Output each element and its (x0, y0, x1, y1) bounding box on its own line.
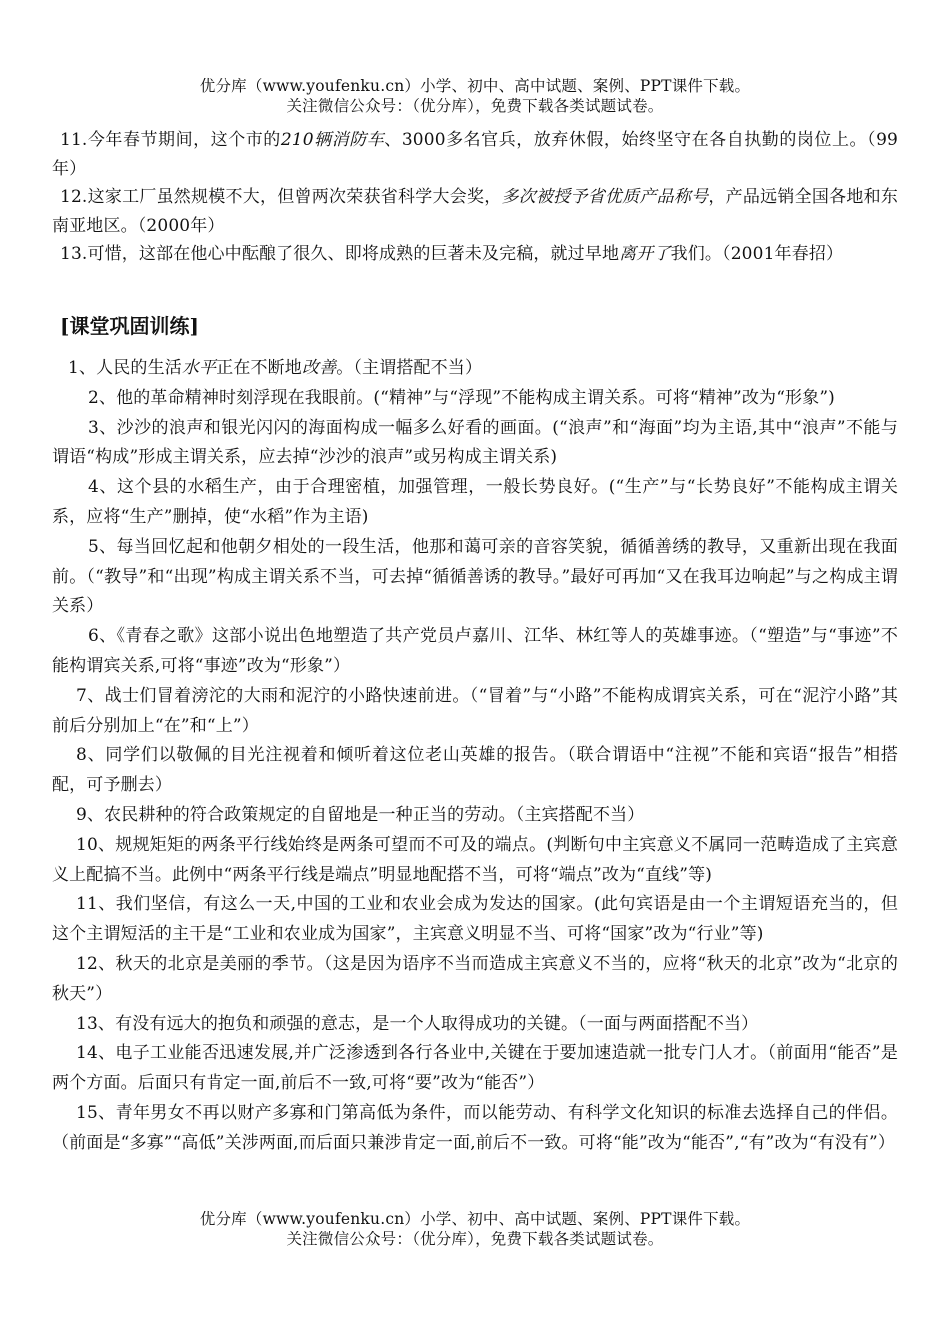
training-item-text: 3、沙沙的浪声和银光闪闪的海面构成一幅多么好看的画面。(“浪声”和“海面”均为主语,其中“浪声”不能与谓语“构成”形成主谓关系，应去掉“沙沙的浪声”或另构成主谓关系) (52, 417, 898, 468)
exercise-text: 11.今年春节期间，这个市的 (60, 130, 281, 150)
header-line-2: 关注微信公众号：（优分库），免费下载各类试题试卷。 (286, 97, 664, 115)
training-item-text: 9、农民耕种的符合政策规定的自留地是一种正当的劳动。（主宾搭配不当） (76, 804, 645, 825)
training-item (52, 384, 898, 414)
exercise-text: ，产品远销全国各地和东南亚地区。（2000年） (52, 187, 898, 236)
exercise-text: 13.可惜，这部在他心中酝酿了很久、即将成熟的巨著未及完稿，就过早地 (60, 244, 620, 264)
training-item (52, 414, 898, 474)
training-item: 1、人民的生活水平正在不断地改善。（主谓搭配不当） (68, 358, 483, 378)
exercise-emphasis: 离开了 (619, 244, 671, 264)
training-item-text: 5、每当回忆起和他朝夕相处的一段生活，他那和蔼可亲的音容笑貌，循循善绣的教导，又重新出现在我面前。（“教导”和“出现”构成主谓关系不当，可去掉“循循善诱的教导。”最好可再加“又在我耳边响起”与之构成主谓关系） (52, 536, 898, 617)
training-item-text: 12、秋天的北京是美丽的季节。（这是因为语序不当而造成主宾意义不当的，应将“秋天的北京”改为“北京的秋天”） (52, 953, 898, 1004)
training-item-text: 7、战士们冒着滂沱的大雨和泥泞的小路快速前进。（“冒着”与“小路”不能构成谓宾关系，可在“泥泞小路”其前后分别加上“在”和“上”） (52, 685, 898, 736)
exercise-emphasis: 多次被授予省优质产品称号 (501, 187, 709, 207)
header-line-1: 优分库（www.youfenku.cn）小学、初中、高中试题、案例、PPT课件下载。 (199, 77, 751, 95)
training-item-text: 8、同学们以敬佩的目光注视着和倾听着这位老山英雄的报告。（联合谓语中“注视”不能和宾语“报告”相搭配，可予删去） (52, 745, 898, 796)
exercise-text: 我们。（2001年春招） (670, 244, 844, 264)
training-item-text: 6、《青春之歌》这部小说出色地塑造了共产党员卢嘉川、江华、林红等人的英雄事迹。（“塑造”与“事迹”不能构谓宾关系,可将“事迹”改为“形象”） (52, 626, 898, 676)
training-items (52, 354, 898, 1159)
training-item (52, 890, 898, 950)
training-item-text: 2、他的革命精神时刻浮现在我眼前。(“精神”与“浮现”不能构成主谓关系。可将“精神”改为“形象”) (88, 387, 835, 408)
section-heading: [课堂巩固训练] (60, 314, 199, 338)
training-item-text: 4、这个县的水稻生产，由于合理密植，加强管理，一般长势良好。(“生产”与“长势良好”不能构成主谓关系，应将“生产”删掉，使“水稻”作为主语) (52, 477, 898, 527)
training-item (52, 473, 898, 533)
exercise-item (52, 126, 898, 183)
training-item (52, 801, 898, 831)
exercise-item (52, 240, 898, 269)
training-item (52, 1099, 898, 1159)
training-item-text: 13、有没有远大的抱负和顽强的意志，是一个人取得成功的关键。（一面与两面搭配不当） (76, 1013, 759, 1034)
training-item-text: 10、规规矩矩的两条平行线始终是两条可望而不可及的端点。(判断句中主宾意义不属同一范畴造成了主宾意义上配搞不当。此例中“两条平行线是端点”明显地配搭不当，可将“端点”改为“直线”等) (52, 834, 898, 885)
training-item (52, 741, 898, 801)
training-item (52, 1039, 898, 1099)
page-header (0, 76, 950, 116)
training-item (52, 622, 898, 682)
exercise-text: 12.这家工厂虽然规模不大，但曾两次荣获省科学大会奖， (60, 187, 502, 207)
training-item (52, 533, 898, 622)
training-item-text: 11、我们坚信，有这么一天,中国的工业和农业会成为发达的国家。(此句宾语是由一个主谓短语充当的，但这个主谓短活的主干是“工业和农业成为国家”，主宾意义明显不当、可将“国家”改为“行业”等) (52, 894, 898, 945)
training-item-text: 14、电子工业能否迅速发展,并广泛渗透到各行各业中,关键在于要加速造就一批专门人才。（前面用“能否”是两个方面。后面只有肯定一面,前后不一致,可将“要”改为“能否”） (52, 1043, 898, 1094)
exercise-emphasis: 210辆消防车 (280, 130, 385, 150)
footer-line-2: 关注微信公众号：（优分库），免费下载各类试题试卷。 (286, 1230, 664, 1248)
previous-exercises (52, 126, 898, 269)
exercise-item (52, 183, 898, 240)
training-item (52, 950, 898, 1010)
training-item (52, 831, 898, 891)
exercise-text: 、3000多名官兵，放弃休假，始终坚守在各自执勤的岗位上。（99年） (52, 130, 899, 179)
training-item-text: 15、青年男女不再以财产多寡和门第高低为条件，而以能劳动、有科学文化知识的标准去选择自己的伴侣。（前面是“多寡”“高低”关涉两面,而后面只兼涉肯定一面,前后不一致。可将“能”改为“能否”,“有”改为“有没有”） (52, 1102, 898, 1153)
footer-line-1: 优分库（www.youfenku.cn）小学、初中、高中试题、案例、PPT课件下载。 (199, 1210, 751, 1228)
page-footer (0, 1209, 950, 1249)
training-item (52, 682, 898, 742)
training-item (52, 1010, 898, 1040)
